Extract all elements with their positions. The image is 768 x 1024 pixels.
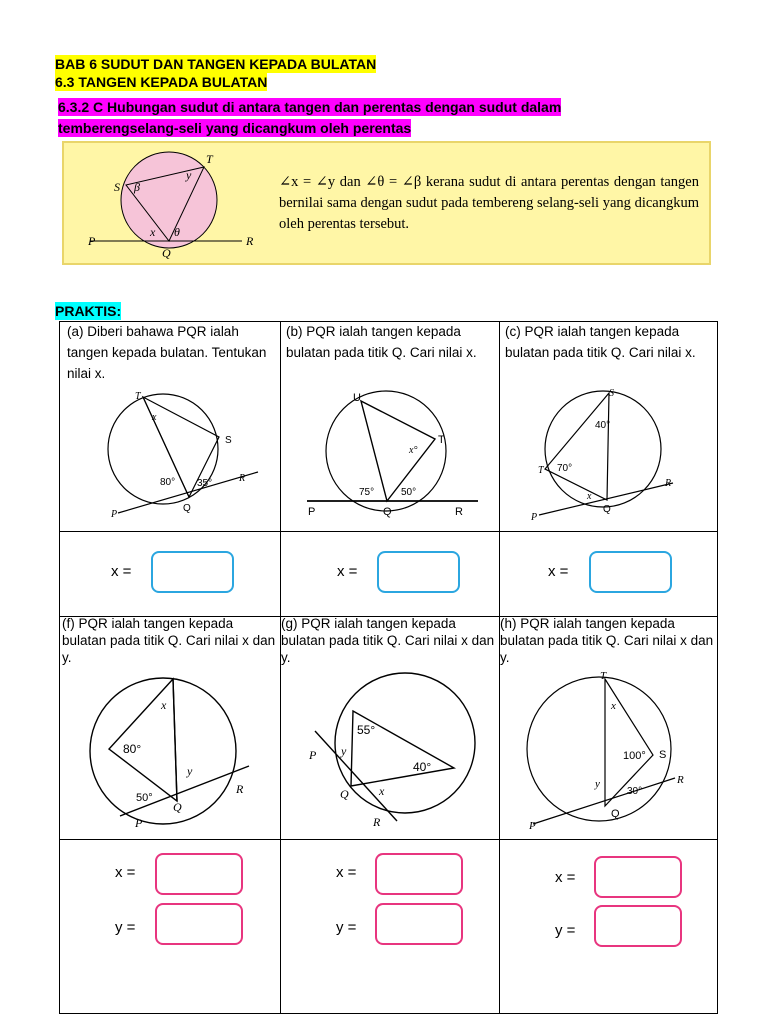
- intro-label-P: P: [88, 234, 96, 248]
- b-label-x: x°: [409, 445, 418, 456]
- answer-c-x-label: x =: [548, 563, 569, 580]
- intro-label-y: y: [186, 168, 192, 182]
- answer-g-x-box[interactable]: [375, 853, 463, 895]
- answer-g-x-label: x =: [336, 864, 357, 881]
- h-label-angle2: 30°: [627, 786, 643, 797]
- answer-h-x-box[interactable]: [594, 856, 682, 898]
- f-label-Q: Q: [173, 800, 182, 814]
- diagram-h: [505, 669, 715, 839]
- subsection-title-line2: temberengselang-seli yang dicangkum oleh perentas: [58, 120, 412, 136]
- question-f-text: (f) PQR ialah tangen kepada bulatan pada titik Q. Cari nilai x dan y.: [62, 616, 276, 665]
- intro-label-x: x: [150, 225, 156, 239]
- intro-label-Q: Q: [162, 246, 171, 260]
- a-label-R: R: [239, 473, 246, 484]
- answer-g-y-box[interactable]: [375, 903, 463, 945]
- a-label-S: S: [225, 435, 232, 446]
- answer-h-y-label: y =: [555, 922, 576, 939]
- diagram-g: [287, 671, 497, 831]
- intro-diagram: [64, 143, 264, 265]
- g-label-x: x: [379, 784, 385, 798]
- a-label-x: x: [152, 412, 157, 423]
- b-label-U: U: [353, 392, 361, 404]
- a-label-angle1: 80°: [160, 477, 176, 488]
- answer-h-x-label: x =: [555, 869, 576, 886]
- diagram-f: [65, 671, 275, 831]
- g-label-y: y: [341, 744, 347, 758]
- answer-f-x-label: x =: [115, 864, 136, 881]
- b-label-angle1: 75°: [359, 487, 375, 498]
- chapter-title: BAB 6 SUDUT DAN TANGEN KEPADA BULATAN: [55, 56, 377, 72]
- f-label-R: R: [236, 782, 244, 796]
- c-label-angle1: 40°: [595, 420, 611, 431]
- a-label-Q: Q: [183, 503, 191, 514]
- c-label-T: T: [538, 465, 544, 476]
- answer-f-y-label: y =: [115, 919, 136, 936]
- c-label-R: R: [665, 478, 672, 489]
- h-label-Q: Q: [611, 808, 620, 820]
- diagram-b: [283, 387, 497, 527]
- h-label-T: T: [600, 670, 607, 682]
- g-label-R: R: [373, 815, 381, 829]
- f-label-x: x: [161, 698, 167, 712]
- question-g-text: (g) PQR ialah tangen kepada bulatan pada titik Q. Cari nilai x dan y.: [281, 616, 495, 665]
- g-label-angle2: 40°: [413, 760, 432, 774]
- b-label-P: P: [308, 506, 316, 518]
- intro-box: [62, 141, 711, 265]
- g-label-Q: Q: [340, 787, 349, 801]
- intro-text: ∠x = ∠y dan ∠θ = ∠β kerana sudut di antara perentas dengan tangen bernilai sama dengan sudut pada tembereng selang-seli yang dicangkum oleh perentas tersebut.: [279, 174, 699, 232]
- practice-table: [59, 321, 718, 1014]
- h-label-S: S: [659, 749, 667, 761]
- c-label-Q: Q: [603, 504, 611, 515]
- b-label-R: R: [455, 506, 463, 518]
- question-b-text: (b) PQR ialah tangen kepada bulatan pada titik Q. Cari nilai x.: [286, 324, 477, 360]
- f-label-y: y: [187, 764, 193, 778]
- g-label-P: P: [309, 748, 317, 762]
- b-label-angle2: 50°: [401, 487, 417, 498]
- h-label-x: x: [611, 700, 616, 712]
- answer-f-x-box[interactable]: [155, 853, 243, 895]
- a-label-P: P: [111, 509, 118, 520]
- practice-label: PRAKTIS:: [55, 303, 122, 319]
- h-label-R: R: [677, 774, 684, 786]
- f-label-angle2: 50°: [136, 792, 153, 804]
- c-label-angle2: 70°: [557, 463, 573, 474]
- b-label-T: T: [438, 434, 445, 446]
- a-label-angle2: 35°: [197, 478, 213, 489]
- intro-label-S: S: [114, 180, 120, 194]
- answer-b-x-box[interactable]: [377, 551, 460, 593]
- answer-a-x-box[interactable]: [151, 551, 234, 593]
- f-label-P: P: [135, 816, 143, 830]
- subsection-title-line1: 6.3.2 C Hubungan sudut di antara tangen dan perentas dengan sudut dalam: [58, 99, 562, 115]
- intro-label-R: R: [246, 234, 254, 248]
- c-label-P: P: [531, 512, 538, 523]
- c-label-S: S: [609, 388, 614, 399]
- diagram-c: [505, 387, 715, 527]
- g-label-angle1: 55°: [357, 723, 376, 737]
- h-label-y: y: [595, 778, 600, 790]
- answer-a-x-label: x =: [111, 563, 132, 580]
- question-h-text: (h) PQR ialah tangen kepada bulatan pada titik Q. Cari nilai x dan y.: [500, 616, 714, 665]
- h-label-angle1: 100°: [623, 750, 646, 762]
- question-c-text: (c) PQR ialah tangen kepada bulatan pada titik Q. Cari nilai x.: [505, 324, 696, 360]
- h-label-P: P: [529, 820, 536, 832]
- answer-c-x-box[interactable]: [589, 551, 672, 593]
- diagram-a: [63, 387, 273, 527]
- answer-b-x-label: x =: [337, 563, 358, 580]
- intro-label-T: T: [206, 152, 213, 166]
- intro-label-beta: β: [134, 180, 140, 194]
- answer-f-y-box[interactable]: [155, 903, 243, 945]
- b-label-Q: Q: [383, 506, 392, 518]
- section-title: 6.3 TANGEN KEPADA BULATAN: [55, 74, 268, 90]
- a-label-T: T: [135, 391, 141, 402]
- intro-label-theta: θ: [174, 225, 180, 239]
- question-a-text: (a) Diberi bahawa PQR ialah tangen kepada bulatan. Tentukan nilai x.: [67, 324, 267, 381]
- f-label-angle1: 80°: [123, 742, 142, 756]
- answer-h-y-box[interactable]: [594, 905, 682, 947]
- answer-g-y-label: y =: [336, 919, 357, 936]
- c-label-x: x: [587, 491, 592, 502]
